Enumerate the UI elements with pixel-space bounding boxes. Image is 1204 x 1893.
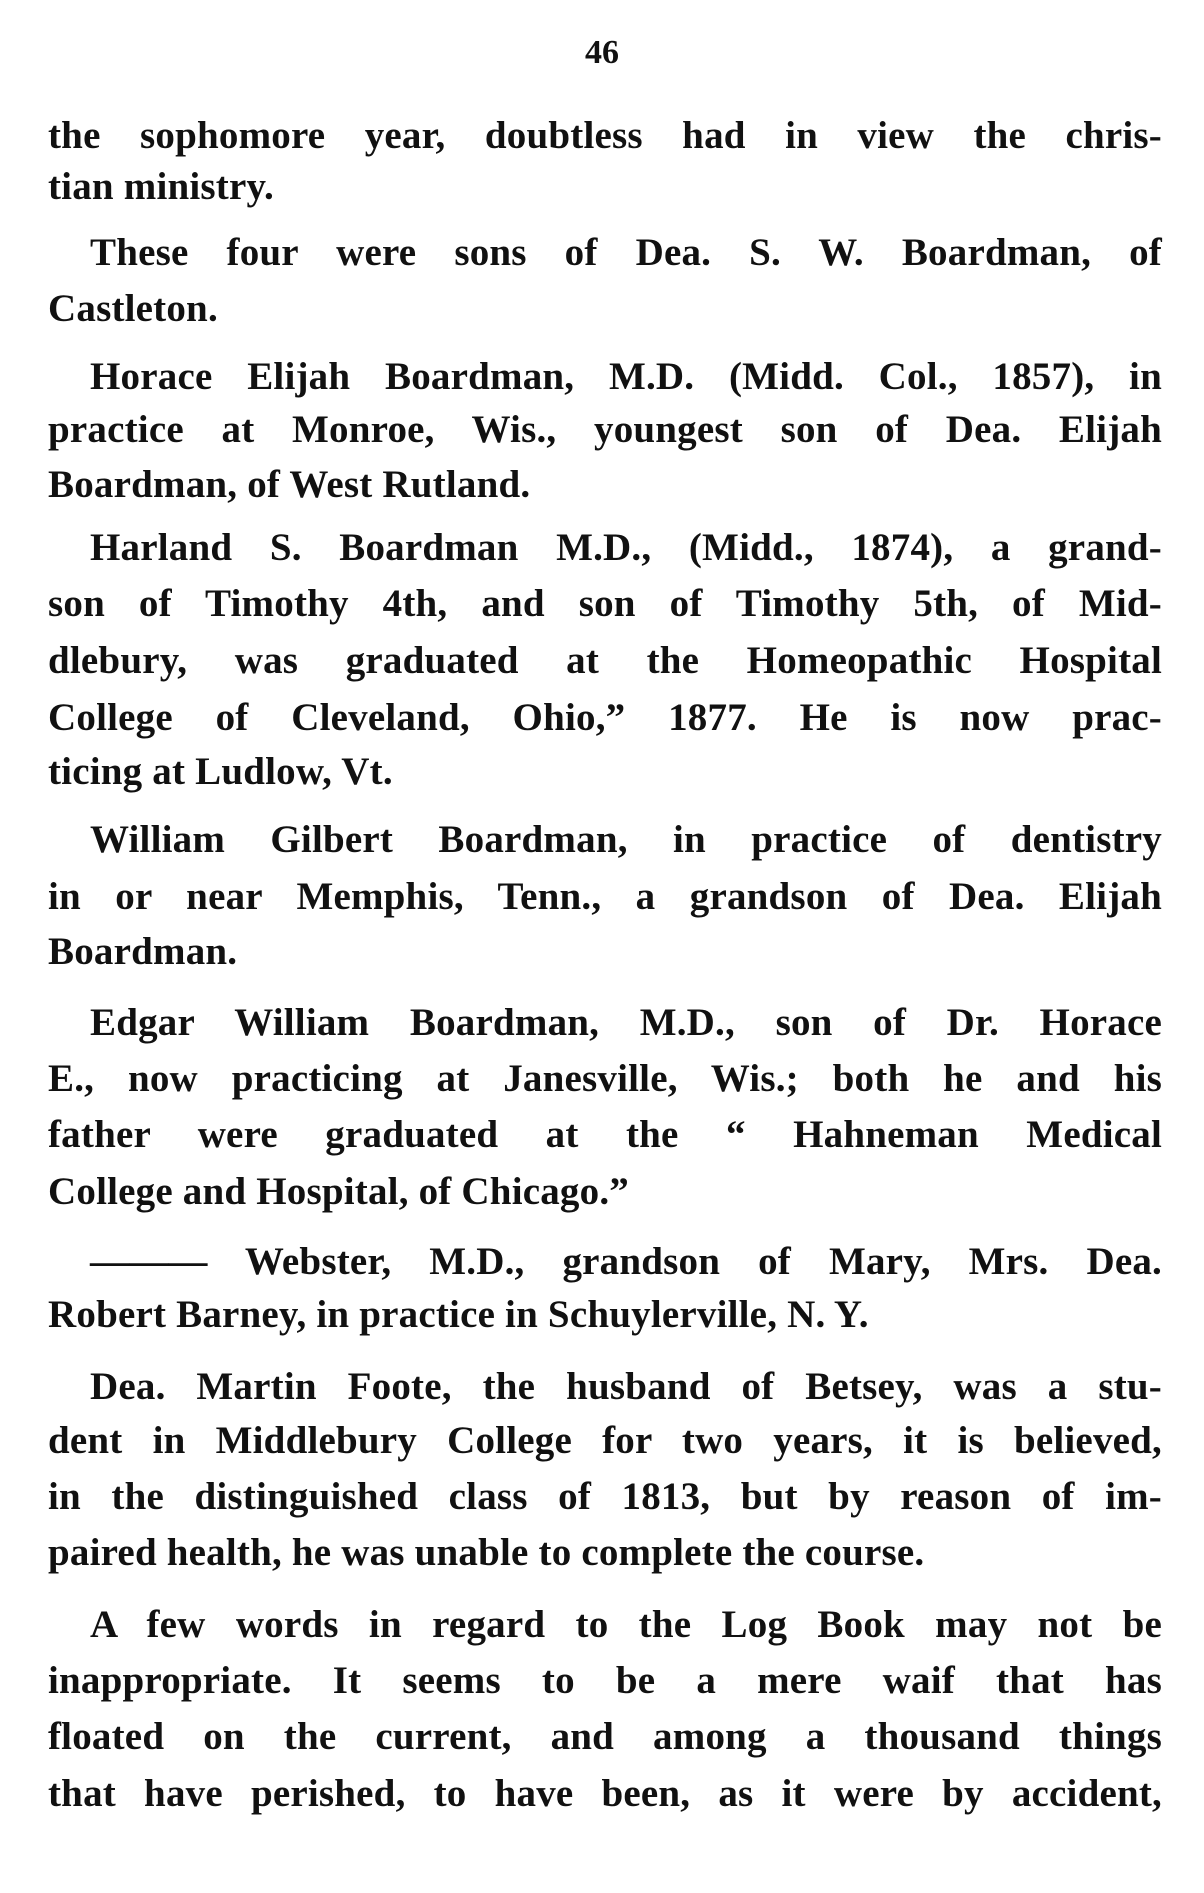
text-line: Boardman, of West Rutland. xyxy=(48,463,531,506)
text-line: These four were sons of Dea. S. W. Boardman, of xyxy=(90,231,1162,274)
text-line: tian ministry. xyxy=(48,165,274,208)
text-line: Boardman. xyxy=(48,930,238,973)
text-line: inappropriate. It seems to be a mere waif that has xyxy=(48,1659,1162,1702)
text-line: son of Timothy 4th, and son of Timothy 5th, of Mid- xyxy=(48,582,1162,625)
text-line: William Gilbert Boardman, in practice of dentistry xyxy=(90,818,1162,861)
text-line: ticing at Ludlow, Vt. xyxy=(48,750,393,793)
text-line: ——— Webster, M.D., grandson of Mary, Mrs. Dea. xyxy=(90,1240,1162,1283)
text-line: paired health, he was unable to complete the course. xyxy=(48,1531,925,1574)
text-line: floated on the current, and among a thousand things xyxy=(48,1715,1162,1758)
text-line: Horace Elijah Boardman, M.D. (Midd. Col., 1857), in xyxy=(90,355,1162,398)
text-line: father were graduated at the “ Hahneman Medical xyxy=(48,1113,1162,1156)
text-line: College of Cleveland, Ohio,” 1877. He is now prac- xyxy=(48,696,1162,739)
text-line: A few words in regard to the Log Book may not be xyxy=(90,1603,1162,1646)
text-line: Edgar William Boardman, M.D., son of Dr. Horace xyxy=(90,1001,1162,1044)
text-line: College and Hospital, of Chicago.” xyxy=(48,1170,629,1213)
text-line: E., now practicing at Janesville, Wis.; both he and his xyxy=(48,1057,1162,1100)
text-line: Harland S. Boardman M.D., (Midd., 1874), a grand- xyxy=(90,526,1162,569)
text-line: Robert Barney, in practice in Schuylerville, N. Y. xyxy=(48,1293,869,1336)
text-line: that have perished, to have been, as it were by accident, xyxy=(48,1772,1162,1815)
page-number: 46 xyxy=(585,34,619,71)
text-line: Castleton. xyxy=(48,287,218,330)
text-line: in or near Memphis, Tenn., a grandson of Dea. Elijah xyxy=(48,875,1162,918)
text-line: Dea. Martin Foote, the husband of Betsey, was a stu- xyxy=(90,1365,1162,1408)
text-line: practice at Monroe, Wis., youngest son of Dea. Elijah xyxy=(48,408,1162,451)
text-line: in the distinguished class of 1813, but by reason of im- xyxy=(48,1475,1162,1518)
text-line: dlebury, was graduated at the Homeopathic Hospital xyxy=(48,639,1162,682)
text-line: the sophomore year, doubtless had in view the chris- xyxy=(48,114,1162,157)
text-line: dent in Middlebury College for two years, it is believed, xyxy=(48,1419,1162,1462)
